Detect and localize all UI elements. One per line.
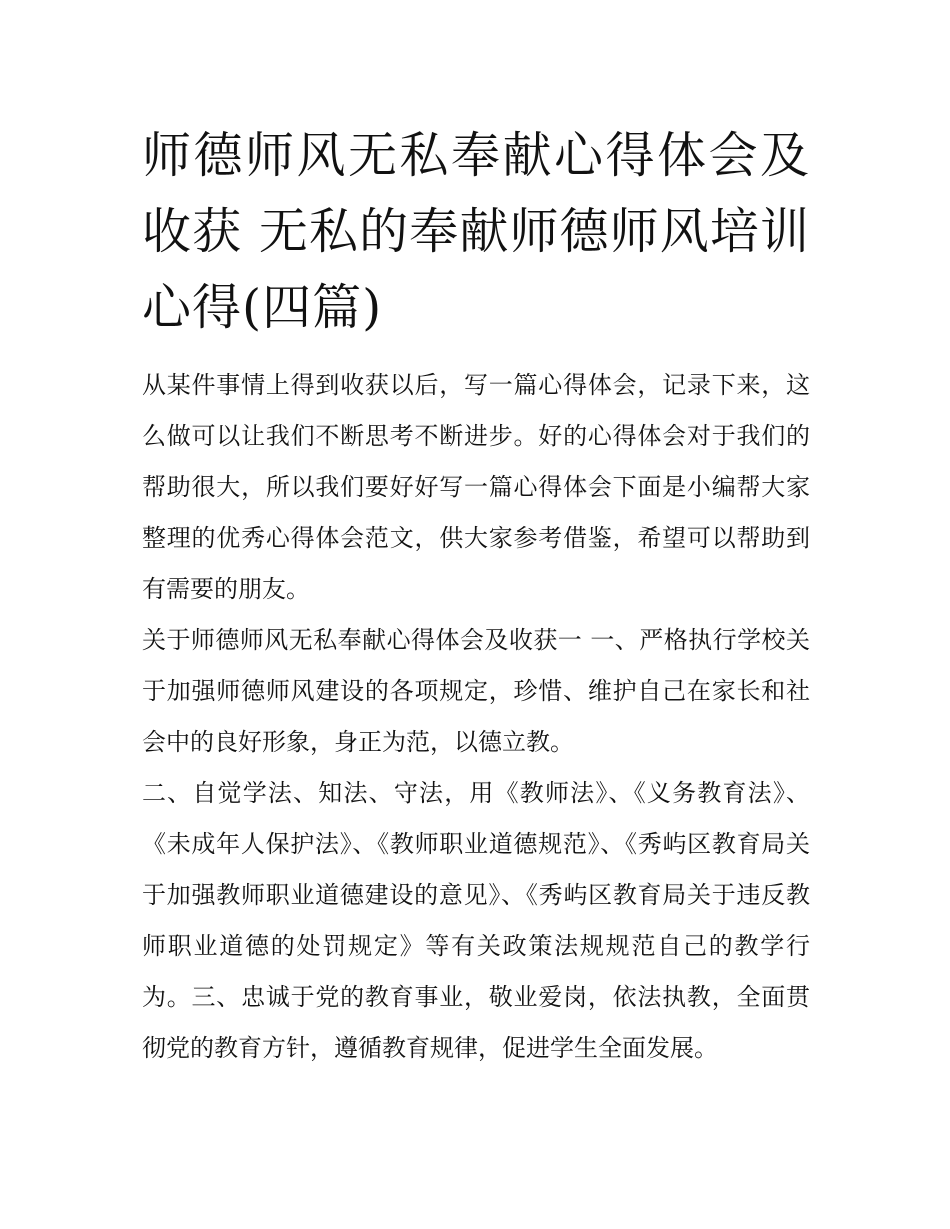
- document-content: [142, 118, 810, 1074]
- intro-paragraph: 从某件事情上得到收获以后，写一篇心得体会，记录下来，这么做可以让我们不断思考不断进步。好的心得体会对于我们的帮助很大，所以我们要好好写一篇心得体会下面是小编帮大家整理的优秀心得体会范文，供大家参考借鉴，希望可以帮助到有需要的朋友。: [142, 371, 810, 603]
- section-two-paragraph: 二、自觉学法、知法、守法，用《教师法》、《义务教育法》、《未成年人保护法》、《教师职业道德规范》、《秀屿区教育局关于加强教师职业道德建设的意见》、《秀屿区教育局关于违反教师职业道德的处罚规定》等有关政策法规规范自己的教学行为。三、忠诚于党的教育事业，敬业爱岗，依法执教，全面贯彻党的教育方针，遵循教育规律，促进学生全面发展。: [142, 779, 810, 1062]
- document-title: 师德师风无私奉献心得体会及收获 无私的奉献师德师风培训心得(四篇): [142, 127, 810, 336]
- section-one-paragraph: 关于师德师风无私奉献心得体会及收获一 一、严格执行学校关于加强师德师风建设的各项规定，珍惜、维护自己在家长和社会中的良好形象，身正为范，以德立教。: [142, 626, 810, 756]
